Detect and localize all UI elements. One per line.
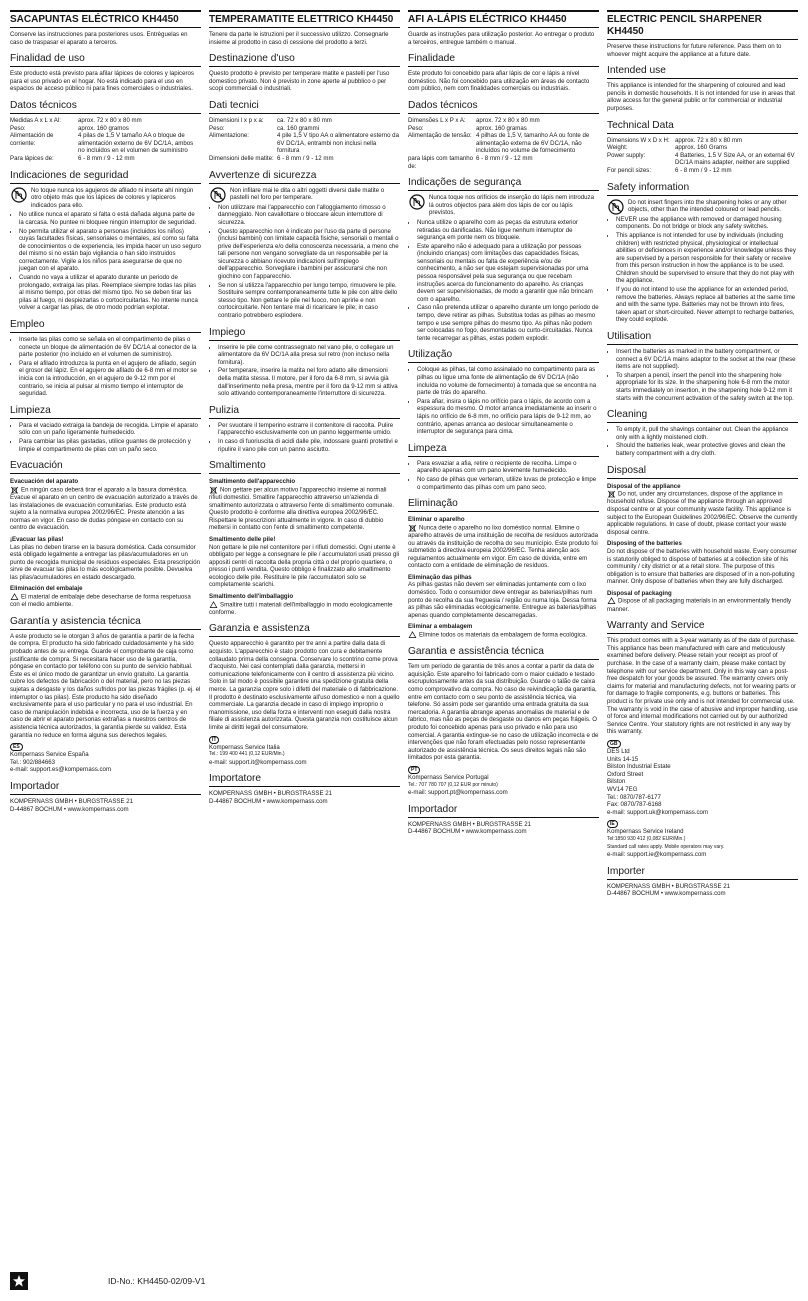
importer-address	[209, 790, 400, 805]
intro-text: Preserve these instructions for future reference. Pass them on to whoever might acquire the appliance at a future date.	[607, 43, 782, 58]
disposal-heading: Eliminação	[408, 498, 599, 512]
disposal-appliance-body: Do not, under any circumstances, dispose of the appliance in household refuse. Dispose of the appliance through an approved disposal centre or at your community waste facility. This appliance is subject to the European Guidelines 2002/96/EC. Observe the currently applicable regulations. In case of doubt, please contact your waste disposal centre.	[607, 490, 798, 536]
list-item: • Caso não pretenda utilizar o aparelho durante um longo período de tempo, deve retirar as pilhas. Substitua todas as pilhas ao mesmo tempo e use sempre pilhas do mesmo tipo. As pilhas não podem ser colocadas no fogo, desmontadas ou curto-circuitadas. Nunca tente recarregar as pilhas, estas podem explodir.	[417, 304, 599, 342]
spec-row	[607, 167, 798, 175]
service-address	[209, 736, 400, 767]
disposal-appliance-body: Nunca deite o aparelho no lixo doméstico normal. Elimine o aparelho através de uma instituição de recolha de resíduos autorizada ou através da instituição de recolha do seu município. Este produto foi submetido à directiva europeia 2002/96/EC. Tenha atenção aos regulamentos actualmente em vigor. Em caso de dúvida, entre em contacto com a entidade de eliminação de resíduos.	[408, 524, 599, 570]
list-item: • Inserte las pilas como se señala en el compartimento de pilas o conecte un bloque de alimentación de 6V DC/1A al conector de la parte posterior (no incluido en el volumen de suministro).	[19, 336, 201, 359]
column-title: AFI A-LÁPIS ELÉCTRICO KH4450	[408, 10, 599, 28]
recycling-icon	[607, 597, 616, 605]
recycling-icon	[10, 593, 19, 601]
purpose-heading: Finalidade	[408, 53, 599, 67]
disposal-appliance-heading: Evacuación del aparato	[10, 478, 79, 486]
cleaning-heading: Limpieza	[10, 405, 201, 419]
spec-value: 6 - 8 mm / 9 - 12 mm	[476, 154, 533, 162]
spec-label: Alimentazione:	[209, 132, 249, 140]
warranty-heading: Warranty and Service	[607, 620, 798, 634]
address-line: D-44867 BOCHUM • www.kompernass.com	[10, 805, 129, 813]
list-item: • To empty it, pull the shavings container out. Clean the appliance only with a lightly moistened cloth.	[616, 426, 798, 441]
cleaning-heading: Pulizia	[209, 405, 400, 419]
spec-label: Alimentación de corriente:	[10, 132, 54, 147]
address-line: e-mail: support.pt@kompernass.com	[408, 789, 508, 797]
safety-list	[209, 204, 400, 320]
disposal-heading: Smaltimento	[209, 460, 400, 474]
use-list	[408, 366, 599, 435]
warranty-text: A este producto se le otorgan 3 años de garantía a partir de la fecha de compra. El producto ha sido fabricado cuidadosamente y ha sido probado antes de su entrega. Guarde el comprobante de caja como justificante de compra. Si necesitara hacer uso de la garantía, póngase en contacto por teléfono con su punto de servicio habitual. Éste es el único modo de garantizar un envío gratuito. La garantía cubre los defectos de fabricación o del material, pero no las piezas sujetas a desgaste y los daños sufridos por las piezas frágiles (p. ej. el interruptor o las pilas). Este producto ha sido diseñado exclusivamente para el uso particular y no para el uso industrial. En caso de manipulación indebida e incorrecta, uso de la fuerza y en caso de abrir el aparato personas extrañas a nuestros centros de asistencia técnica autorizados, la garantía pierde su validez. Esta garantía no reduce en forma alguna sus derechos legales.	[10, 632, 201, 739]
spec-label: Dimensioni l x p x a:	[209, 116, 264, 124]
spec-value: 4 pilhas de 1,5 V, tamanho AA ou fonte de alimentação externa de 6V DC/1A, não incluídos no volume de fornecimento	[476, 132, 590, 155]
disposal-packaging-heading: Eliminar a embalagem	[408, 623, 473, 631]
list-item: • To sharpen a pencil, insert the pencil into the sharpening hole appropriate for its size. In the sharpening hole 6-8 mm the motor starts immediately on insertion, in the sharpening hole 9-12 mm it starts with the concurrent activation of the safety switch at the top.	[616, 372, 798, 402]
address-line: Bilston	[607, 778, 626, 786]
importer-address	[10, 798, 201, 813]
disposal-appliance-text	[10, 486, 201, 532]
list-item: • Per temperare, inserire la matita nel foro adatto alle dimensioni della matita stessa. Il motore, per il foro da 6-8 mm, si avvia già dall'inserimento nella presa, mentre per il foro da 9-12 mm si attiva solo attivando contemporaneamente l'interruttore di sicurezza.	[218, 367, 400, 397]
spec-label: Peso:	[209, 124, 225, 132]
address-line: Kompernass Service Ireland	[607, 828, 684, 836]
service-address	[408, 766, 599, 797]
safety-heading: Indicações de segurança	[408, 177, 599, 191]
address-line: Fax: 0870/787-6168	[607, 801, 662, 809]
spec-value: ca. 72 x 80 x 80 mm	[277, 116, 332, 124]
crossed-bin-icon	[10, 486, 19, 494]
spec-value: ca. 160 grammi	[277, 124, 319, 132]
address-line: e-mail: support.es@kompernass.com	[10, 766, 112, 774]
country-badge: GB	[607, 740, 621, 748]
use-list	[10, 336, 201, 398]
no-fingers-icon	[607, 199, 625, 215]
address-line: e-mail: support.it@kompernass.com	[209, 758, 307, 766]
use-list	[209, 344, 400, 398]
list-item: • Se non si utilizza l'apparecchio per lungo tempo, rimuovere le pile. Sostituire sempre contemporaneamente tutte le pile con altre dello stesso tipo. Non gettare le pile nel fuoco, non aprirle e non cortocircuitarle. Non tentare mai di ricaricare le pile; in caso contrario potrebbero esplodere.	[218, 282, 400, 320]
purpose-text: This appliance is intended for the sharpening of coloured and lead pencils in domestic households. It is not intended for use in areas that allow access for the general public or for commercial or industrial purposes.	[607, 82, 796, 112]
address-line: Tel.: 707 780 707 (0,12 EUR por minuto)	[408, 781, 498, 788]
recycling-icon	[209, 601, 218, 609]
spec-value: aprox. 160 gramos	[78, 124, 129, 132]
disposal-appliance-text	[408, 524, 599, 570]
disposal-batteries-text: As pilhas gastas não devem ser eliminadas juntamente com o lixo doméstico. Todo o consumidor deve entregar as baterias/pilhas num ponto de recolha da sua freguesia / região ou numa loja. Dessa forma as pilhas são eliminadas ecologicamente. Entregue as baterias/pilhas apenas quando completamente descarregadas.	[408, 581, 597, 619]
spec-label: Alimentação de tensão:	[408, 132, 472, 140]
use-heading: Empleo	[10, 319, 201, 333]
safety-list	[607, 216, 798, 324]
safety-list	[408, 219, 599, 343]
language-column-1	[209, 10, 400, 1265]
disposal-packaging-heading: Eliminación del embalaje	[10, 585, 83, 593]
address-line: KOMPERNASS GMBH • BURGSTRASSE 21	[607, 882, 731, 890]
spec-label: For pencil sizes:	[607, 166, 652, 174]
spec-row	[209, 132, 400, 155]
list-item: • Nunca utilize o aparelho com as peças da estrutura exterior retiradas ou danificadas. Não ligue nenhum interruptor de segurança em ponte nem os bloqueie.	[417, 219, 599, 242]
crossed-bin-icon	[607, 490, 616, 498]
disposal-batteries-heading: Disposing of the batteries	[607, 540, 682, 548]
warranty-heading: Garantía y asistencia técnica	[10, 616, 201, 630]
country-badge: IT	[209, 736, 219, 744]
address-line: D-44867 BOCHUM • www.kompernass.com	[408, 828, 527, 836]
manual-page	[10, 10, 800, 1265]
technical-data-heading: Technical Data	[607, 120, 798, 134]
safety-warning-text: No toque nunca los agujeros de afilado ni inserte ahí ningún otro objeto más que los lápices de colores y lapiceros indicados para ello.	[31, 186, 194, 209]
safety-warning	[209, 187, 400, 202]
spec-label: Para lápices de:	[10, 154, 54, 162]
technical-data-heading: Dati tecnici	[209, 100, 400, 114]
spec-value: approx. 72 x 80 x 80 mm	[675, 136, 743, 144]
spec-row	[209, 117, 400, 125]
address-line: Oxford Street	[607, 770, 644, 778]
disposal-appliance-heading: Smaltimento dell'apparecchio	[209, 478, 296, 486]
list-item: • Insert the batteries as marked in the battery compartment, or connect a 6V DC/1A mains adaptor to the socket at the rear (these items are not supplied).	[616, 348, 798, 371]
spec-row	[408, 155, 599, 170]
list-item: • If you do not intend to use the appliance for an extended period, remove the batteries. Always replace all batteries at the same time and with the same type. Batteries may not be thrown into fires, taken apart or short-circuited. Never attempt to recharge batteries, they could explode.	[616, 286, 798, 324]
disposal-packaging-body: El material de embalaje debe desecharse de forma respetuosa con el medio ambiente.	[10, 593, 191, 609]
document-id: ID-No.: KH4450-02/09-V1	[108, 1276, 206, 1286]
page-footer	[10, 1268, 800, 1294]
address-line: Tel.: 902/884663	[10, 758, 56, 766]
disposal-appliance-body: Non gettare per alcun motivo l'apparecchio insieme ai normali rifiuti domestici. Smaltire l'apparecchio attraverso un'azienda di smaltimento autorizzata o attraverso l'ente di smaltimento comunale. Questo prodotto è conforme alla direttiva europea 2002/96/EC. Rispettare le prescrizioni attualmente in vigore. In caso di dubbio mettersi in contatto con l'ente di smaltimento competente.	[209, 486, 395, 532]
column-title: TEMPERAMATITE ELETTRICO KH4450	[209, 10, 400, 28]
spec-table	[10, 117, 201, 163]
intro-text: Tenere da parte le istruzioni per il successivo utilizzo. Consegnarle insieme al prodotto in caso di cessione del prodotto a terzi.	[209, 31, 389, 46]
spec-label: Peso:	[408, 124, 424, 132]
address-line: Kompernass Service España	[10, 751, 89, 759]
spec-label: Peso:	[10, 124, 26, 132]
list-item: • No permita utilizar el aparato a personas (incluidos los niños) cuyas facultades físicas, sensoriales o mentales, así como su falta de conocimientos o de experiencia, les impida hacer un uso seguro del mismo si no están bajo vigilancia o han sido instruidos correctamente. Vigile a los niños para asegurarse de que no juegan con el aparato.	[19, 228, 201, 274]
address-line: Tel.: 199 400 441 (0,12 EUR/Min.)	[209, 751, 285, 758]
safety-heading: Indicaciones de seguridad	[10, 170, 201, 184]
address-line: WV14 7EG	[607, 785, 638, 793]
warranty-text: Tem um período de garantia de três anos a contar a partir da data de aquisição. Este aparelho foi fabricado com o maior cuidado e testado escrupulosamente antes da sua distribuição. Guarde o talão de caixa como comprovativo da compra. No caso de reivindicação da garantia, entre em contacto com o seu ponto de assistência técnica, via telefone. Só assim pode ser garantido uma entrada gratuita da sua mercadoria. A garantia abrange apenas anomalias de material e de fabrico, mas não as peças de desgaste ou danos em peças frágeis. O produto foi concebido apenas para uso privado e não para uso comercial. A garantia extingue-se no caso de utilização incorrecta e de intervenções que não foram efectuadas pelo nosso representante autorizado de assistência técnica. Os seus direitos legais não são limitados por esta garantia.	[408, 663, 599, 762]
list-item: • NEVER use the appliance with removed or damaged housing components. Do not bridge or block any safety switches.	[616, 216, 798, 231]
technical-data-heading: Datos técnicos	[10, 100, 201, 114]
disposal-batteries-heading: ¡Evacuar las pilas!	[10, 535, 64, 543]
spec-row	[607, 144, 798, 152]
importer-heading: Importador	[408, 804, 599, 818]
disposal-packaging-text	[408, 631, 599, 639]
spec-table	[209, 117, 400, 163]
language-column-2	[408, 10, 599, 1265]
address-line: D-44867 BOCHUM • www.kompernass.com	[209, 797, 328, 805]
spec-row	[209, 155, 400, 163]
language-column-3	[607, 10, 798, 1265]
service-address	[10, 743, 201, 774]
importer-heading: Importatore	[209, 773, 400, 787]
spec-label: Power supply:	[607, 151, 646, 159]
safety-warning-text: Do not insert fingers into the sharpening holes or any other objects, other than the intended coloured or lead pencils.	[628, 198, 787, 214]
list-item: • Cuando no vaya a utilizar el aparato durante un periodo de prolongado, extraiga las pilas. Reemplace siempre todas las pilas al mismo tiempo, por otras del mismo tipo. No se deben tirar las pilas al fuego, ni despiezarlas o cortocircuitarlas. No intente nunca volver a cargar las pilas, de otro modo podrían explotar.	[19, 274, 201, 312]
list-item: • Para el vaciado extraiga la bandeja de recogida. Limpie el aparato sólo con un paño ligeramente humedecido.	[19, 422, 201, 437]
address-line: Kompernass Service Italia	[209, 743, 280, 751]
safety-list	[10, 211, 201, 312]
country-badge: PT	[408, 766, 420, 774]
list-item: • Non utilizzare mai l'apparecchio con l'alloggiamento rimosso o danneggiato. Non cavallottare o bloccare alcun interruttore di sicurezza.	[218, 204, 400, 227]
disposal-batteries-text: Non gettare le pile nel contenitore per i rifiuti domestici. Ogni utente è obbligato per legge a consegnare le pile / accumulatori usati presso gli appositi centri di raccolta della propria città o del proprio quartiere, o presso i punti vendita. Questo obbligo è finalizzato allo smaltimento ecologico delle pile. Restituire le pile /accumulatori solo se completamente scarichi.	[209, 543, 400, 589]
disposal-appliance-heading: Disposal of the appliance	[607, 482, 681, 490]
address-line: Tel:1850 930 412 (0,082 EUR/Min.)	[607, 835, 686, 842]
list-item: • Para afiar, insira o lápis no orifício para o lápis, de acordo com a espessura do mesmo. O motor arranca imediatamente ao inserir o lápis no orifício de 6-8 mm, no orifício para lápis de 9-12 mm, ao contrário, apenas arranca ao deslocar simultaneamente o interruptor de segurança para cima.	[417, 398, 599, 436]
disposal-packaging-body: Dispose of all packaging materials in an environmentally friendly manner.	[607, 598, 792, 613]
address-line: DES Ltd	[607, 748, 630, 755]
column-title: ELECTRIC PENCIL SHARPENER KH4450	[607, 10, 798, 40]
address-line: Units 14-15	[607, 755, 639, 763]
address-line: KOMPERNASS GMBH • BURGSTRASSE 21	[10, 797, 134, 805]
list-item: • No utilice nunca el aparato si falta o está dañada alguna parte de la carcasa. No puntee ni bloquee ningún interruptor de seguridad.	[19, 211, 201, 226]
list-item: • Para el afilado introduzca la punta en el agujero de afilado, según el grosor del lápiz. En el agujero de afilado de 6-8 mm el motor se inicia con la introducción, en el agujero de 9-12 mm por el contrario, se inicia al pulsar al mismo tiempo el interruptor de seguridad.	[19, 360, 201, 398]
list-item: • This appliance is not intended for use by individuals (including children) with restricted physical, physiological or intellectual abilities or deficiences in experience and/or knowledge unless they are supervised by a person responsible for their safety or receive from this person instruction in how the appliance is to be used. Children should be supervised to ensure that they do not play with the appliance.	[616, 232, 798, 285]
importer-address	[408, 821, 599, 836]
safety-heading: Avvertenze di sicurezza	[209, 170, 400, 184]
spec-row	[10, 125, 201, 133]
column-title: SACAPUNTAS ELÉCTRICO KH4450	[10, 10, 201, 28]
disposal-heading: Evacuación	[10, 460, 201, 474]
list-item: • In caso di fuoriuscita di acidi dalle pile, indossare guanti protettivi e ripulire il vano pile con un panno asciutto.	[218, 438, 400, 453]
list-item: • Coloque as pilhas, tal como assinalado no compartimento para as pilhas ou ligue uma fonte de alimentação de 6V DC/1A (não incluída no volume de fornecimento) à tomada que se encontra na parte de trás do aparelho.	[417, 366, 599, 396]
spec-value: 6 - 8 mm / 9 - 12 mm	[78, 154, 135, 162]
disposal-batteries-text: Do not dispose of the batteries with household waste. Every consumer is statutorily obliged to dispose of batteries at a collection site of his community / city district or at a retail store. The purpose of this obligation is to ensure that batteries are disposed of in a non-polluting manner. Only dispose of batteries when they are fully discharged.	[607, 547, 798, 586]
country-badge: ES	[10, 743, 23, 751]
technical-data-heading: Dados técnicos	[408, 100, 599, 114]
disposal-heading: Disposal	[607, 465, 798, 479]
spec-row	[408, 117, 599, 125]
disposal-appliance-body: En ningún caso deberá tirar el aparato a la basura doméstica. Evacue el aparato en un centro de evacuación autorizado a través de las instalaciones de evacuación comunitarias. Este producto está sujeto a la normativa europea 2002/96/EC. Preste atención a las normas en vigor. En caso de dudas póngase en contacto con su centro de evacuación.	[10, 486, 198, 532]
safety-warning-text: Nunca toque nos orifícios de inserção do lápis nem introduza lá outros objectos para além dos lápis de cor ou lápis previstos.	[429, 194, 594, 217]
crossed-bin-icon	[209, 486, 218, 494]
disposal-packaging-heading: Smaltimento dell'imballaggio	[209, 593, 294, 601]
list-item: • Inserire le pile come contrassegnato nel vano pile, o collegare un alimentatore da 6V DC/1A alla presa sul retro (non incluso nella fornitura).	[218, 344, 400, 367]
cleaning-heading: Cleaning	[607, 409, 798, 423]
crossed-bin-icon	[408, 524, 417, 532]
list-item: • Para esvaziar a afia, retire o recipiente de recolha. Limpe o aparelho apenas com um pano levemente humedecido.	[417, 460, 599, 475]
purpose-text: Questo prodotto è previsto per temperare matite e pastelli per l'uso domestico privato. Non è previsto in zone aperte al pubblico o per scopi commerciali o industriali.	[209, 70, 390, 93]
warranty-text: This product comes with a 3-year warranty as of the date of purchase. This appliance has been manufactured with care and meticulously examined before delivery. Please retain your receipt as proof of purchase. In the case of a warranty claim, please make contact by telephone with our service department. Only in this way can a post-free despatch for your goods be assured. The warranty covers only claims for material and manufacturing defects, not for wearing parts or for damage to fragile components, e.g. buttons or batteries. This product is for private use only and is not intended for commercial use. The warranty is void in the case of abusive and improper handling, use of force and internal modifications not carried out by our authorized Service Centre. Your statutory rights are not restricted in any way by this warranty.	[607, 637, 798, 736]
disposal-packaging-heading: Disposal of packaging	[607, 589, 672, 597]
brand-logo	[10, 1272, 28, 1290]
spec-value: aprox. 72 x 80 x 80 mm	[476, 116, 540, 124]
cleaning-list	[10, 422, 201, 453]
safety-warning-text: Non infilare mai le dita o altri oggetti diversi dalle matite o pastelli nel foro per temperare.	[230, 186, 385, 202]
disposal-packaging-text	[607, 597, 798, 613]
address-line: Tel.: 0870/787-6177	[607, 793, 661, 801]
purpose-heading: Destinazione d'uso	[209, 53, 400, 67]
importer-heading: Importador	[10, 781, 201, 795]
disposal-appliance-text	[607, 490, 798, 536]
spec-value: 4 Batteries, 1.5 V Size AA, or an external 6V DC/1A mains adapter, neither are supplied	[675, 151, 795, 167]
address-line: KOMPERNASS GMBH • BURGSTRASSE 21	[408, 820, 532, 828]
warranty-heading: Garanzia e assistenza	[209, 623, 400, 637]
spec-row	[607, 137, 798, 145]
safety-warning	[607, 199, 798, 214]
spec-label: Dimensions W x D x H:	[607, 136, 670, 144]
purpose-text: Este producto está previsto para afilar lápices de colores y lapiceros para el uso privado en el hogar. No está indicado para el uso en espacios de acceso público ni para fines comerciales o industriales.	[10, 70, 194, 93]
address-line: e-mail: support.ie@kompernass.com	[607, 851, 707, 859]
disposal-appliance-heading: Eliminar o aparelho	[408, 516, 465, 524]
spec-label: Medidas A x L x Al:	[10, 116, 61, 124]
disposal-packaging-body: Smaltire tutti i materiali dell'imballaggio in modo ecologicamente conforme.	[209, 601, 393, 616]
spec-value: aprox. 72 x 80 x 80 mm	[78, 116, 142, 124]
address-line: D-44867 BOCHUM • www.kompernass.com	[607, 890, 726, 898]
warranty-heading: Garantia e assistência técnica	[408, 646, 599, 660]
cleaning-list	[607, 426, 798, 457]
purpose-heading: Finalidad de uso	[10, 53, 201, 67]
warranty-text: Questo apparecchio è garantito per tre anni a partire dalla data di acquisto. L'apparecchio è stato prodotto con cura e debitamente collaudato prima della consegna. Conservare lo scontrino come prova d'acquisto. Nei casi contemplati dalla garanzia, mettersi in comunicazione telefonicamente con il centro di assistenza più vicino. Solo in tal modo è possibile garantire una spedizione gratuita della merce. La garanzia copre solo i difetti del materiale o di fabbricazione. Il prodotto è destinato esclusivamente all'uso domestico e non a quello commerciale. La garanzia decade in caso di impiego improprio o manomissione, uso della forza e interventi non eseguiti dalla nostra filiale di assistenza autorizzata. Questa garanzia non costituisce alcun limite ai diritti legali del consumatore.	[209, 640, 400, 731]
no-fingers-icon	[408, 194, 426, 210]
address-line: e-mail: support.uk@kompernass.com	[607, 808, 709, 816]
spec-value: 4 pile 1,5 V tipo AA o alimentatore esterno da 6V DC/1A, entrambi non inclusi nella fornitura	[277, 132, 399, 155]
purpose-text: Este produto foi concebido para afiar lápis de cor e lápis a nível doméstico. Não foi concebido para utilização em áreas de contacto com público, nem com finalidades comerciais ou industriais.	[408, 70, 590, 93]
importer-address	[607, 883, 798, 898]
cleaning-heading: Limpeza	[408, 443, 599, 457]
spec-value: approx. 160 Grams	[675, 144, 728, 152]
disposal-batteries-text: Las pilas no deben tirarse en la basura doméstica. Cada consumidor está obligado legalmente a entregar las pilas/acumuladores en un punto de recogida municipal de residuos especiales. Esta prescripción sirve de evacuar las pilas lo más ecológicamente posible. Devuelva las pilas/acumuladores en estado descargado.	[10, 543, 201, 581]
spec-value: aprox. 160 gramas	[476, 124, 527, 132]
spec-row	[10, 155, 201, 163]
disposal-batteries-heading: Eliminação das pilhas	[408, 573, 472, 581]
use-heading: Utilisation	[607, 331, 798, 345]
importer-heading: Importer	[607, 866, 798, 880]
use-heading: Impiego	[209, 327, 400, 341]
spec-row	[408, 125, 599, 133]
address-line: Kompernass Service Portugal	[408, 773, 489, 781]
disposal-appliance-text	[209, 486, 400, 532]
country-badge-2: IE	[607, 820, 618, 828]
recycling-icon	[408, 631, 417, 639]
address-line: KOMPERNASS GMBH • BURGSTRASSE 21	[209, 790, 333, 798]
no-fingers-icon	[209, 187, 227, 203]
safety-heading: Safety information	[607, 182, 798, 196]
cleaning-list	[209, 422, 400, 453]
spec-value: 4 pilas de 1,5 V tamaño AA o bloque de alimentación externo de 6V DC/1A, ambos no incluidos en el volumen de suministro	[78, 132, 194, 155]
disposal-batteries-heading: Smaltimento delle pile!	[209, 535, 276, 543]
disposal-packaging-body: Elimine todos os materiais da embalagem de forma ecológica.	[419, 631, 588, 639]
disposal-packaging-text	[10, 593, 201, 609]
spec-row	[408, 132, 599, 155]
spec-label: para lápis com tamanho de:	[408, 154, 474, 170]
list-item: • Para cambiar las pilas gastadas, utilice guantes de protección y limpie el compartimento de pilas con un paño seco.	[19, 438, 201, 453]
intro-text: Guarde as instruções para utilização posterior. Ao entregar o produto a terceiros, entregue também o manual.	[408, 31, 595, 46]
safety-warning	[408, 194, 599, 217]
use-heading: Utilização	[408, 349, 599, 363]
service-address	[607, 740, 798, 816]
spec-label: Dimensões L x P x A:	[408, 116, 466, 124]
spec-table	[408, 117, 599, 170]
spec-row	[10, 117, 201, 125]
disposal-packaging-text	[209, 601, 400, 617]
list-item: • Questo apparecchio non è indicato per l'uso da parte di persone (inclusi bambini) con limitate capacità fisiche, sensoriali o mentali o prive dell'esperienza e/o della conoscenza necessaria, a meno che tali persone non vengano sorvegliate da un responsabile per la sicurezza o abbiano ricevuto indicazioni sull'impiego dell'apparecchio. Sorvegliare i bambini per assicurarsi che non giochino con l'apparecchio.	[218, 228, 400, 281]
list-item: • No caso de pilhas que verteram, utilize luvas de protecção e limpe o compartimento das pilhas com um pano seco.	[417, 476, 599, 491]
address-line: Bilston Industrial Estate	[607, 763, 671, 771]
spec-row	[607, 152, 798, 167]
intro-text: Conserve las instrucciones para posteriores usos. Entréguelas en caso de traspasar el aparato a terceros.	[10, 31, 188, 46]
spec-row	[209, 125, 400, 133]
list-item: • Este aparelho não é adequado para a utilização por pessoas (incluindo crianças) com limitações das capacidades físicas, sensoriais ou mentais ou falta de experiência e/ou de conhecimento, a não ser que estejam supervisionadas por uma pessoa responsável pela sua segurança ou que recebam instruções acerca do funcionamento do aparelho. As crianças devem ser supervisionadas, de modo a garantir que não brincam com o aparelho.	[417, 243, 599, 304]
spec-value: 6 - 8 mm / 9 - 12 mm	[277, 154, 334, 162]
spec-table	[607, 137, 798, 175]
spec-value: 6 - 8 mm / 9 - 12 mm	[675, 166, 732, 174]
safety-warning	[10, 187, 201, 210]
spec-label: Dimensioni delle matite:	[209, 154, 274, 162]
spec-label: Weight:	[607, 144, 628, 152]
service-address-2	[607, 820, 798, 858]
spec-row	[10, 132, 201, 155]
cleaning-list	[408, 460, 599, 491]
language-column-0	[10, 10, 201, 1265]
list-item: • Should the batteries leak, wear protective gloves and clean the battery compartment with a dry cloth.	[616, 442, 798, 457]
purpose-heading: Intended use	[607, 65, 798, 79]
list-item: • Per svuotare il temperino estrarre il contenitore di raccolta. Pulire l'apparecchio esclusivamente con un panno leggermente umido.	[218, 422, 400, 437]
no-fingers-icon	[10, 187, 28, 203]
address-line: Standard call rates apply. Mobile operators may vary.	[607, 843, 725, 850]
use-list	[607, 348, 798, 402]
